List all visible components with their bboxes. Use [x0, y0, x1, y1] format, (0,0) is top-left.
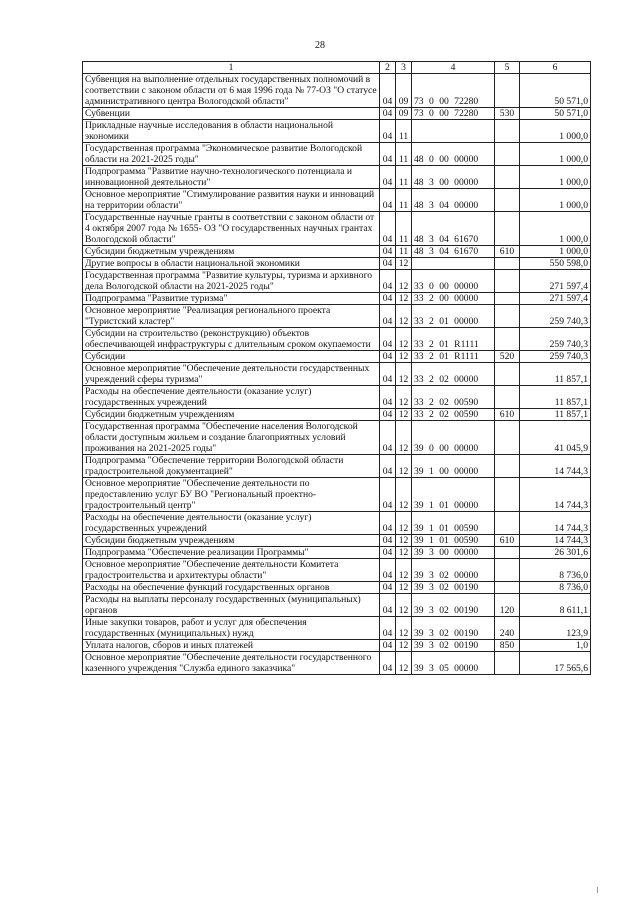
row-target-article: 33 2 01 00000	[412, 305, 495, 328]
row-name: Государственная программа "Развитие культуры, туризма и архивного дела Вологодской области на 2021-2025 годы"	[83, 270, 380, 293]
row-expense-type: 610	[495, 246, 520, 258]
row-target-article: 48 3 00 00000	[412, 166, 495, 189]
row-amount: 550 598,0	[520, 258, 591, 270]
row-expense-type	[495, 74, 520, 108]
row-section: 04	[380, 409, 396, 421]
row-name: Субсидии бюджетным учреждениям	[83, 535, 380, 547]
row-target-article: 33 0 00 00000	[412, 270, 495, 293]
row-section: 04	[380, 258, 396, 270]
row-name: Субсидии бюджетным учреждениям	[83, 409, 380, 421]
row-subsection: 12	[396, 535, 412, 547]
table-row	[83, 386, 591, 409]
row-amount: 11 857,1	[520, 409, 591, 421]
row-subsection: 11	[396, 143, 412, 166]
row-target-article: 48 0 00 00000	[412, 143, 495, 166]
row-subsection: 12	[396, 386, 412, 409]
row-expense-type	[495, 455, 520, 478]
row-amount: 50 571,0	[520, 74, 591, 108]
row-name: Прикладные научные исследования в области национальной экономики	[83, 120, 380, 143]
row-subsection: 12	[396, 328, 412, 351]
row-subsection: 12	[396, 455, 412, 478]
row-expense-type	[495, 512, 520, 535]
row-subsection: 09	[396, 108, 412, 120]
row-target-article	[412, 120, 495, 143]
row-subsection: 12	[396, 270, 412, 293]
row-amount: 14 744,3	[520, 455, 591, 478]
row-section: 04	[380, 189, 396, 212]
row-target-article: 73 0 00 72280	[412, 108, 495, 120]
table-row	[83, 120, 591, 143]
row-section: 04	[380, 212, 396, 246]
row-target-article: 73 0 00 72280	[412, 74, 495, 108]
row-name: Субвенция на выполнение отдельных государственных полномочий в соответствии с законом области от 6 мая 1996 года № 77-ОЗ "О статусе административного центра Вологодской области"	[83, 74, 380, 108]
row-name: Субвенции	[83, 108, 380, 120]
table-row	[83, 258, 591, 270]
row-name: Субсидии	[83, 351, 380, 363]
row-target-article: 39 3 02 00000	[412, 559, 495, 582]
row-name: Подпрограмма "Развитие туризма"	[83, 293, 380, 305]
table-row	[83, 640, 591, 652]
row-amount: 1,0	[520, 640, 591, 652]
row-amount: 14 744,3	[520, 535, 591, 547]
row-amount: 1 000,0	[520, 120, 591, 143]
table-row	[83, 455, 591, 478]
table-row	[83, 166, 591, 189]
header-col-name: 1	[83, 62, 380, 74]
row-expense-type	[495, 478, 520, 512]
row-subsection: 12	[396, 409, 412, 421]
row-subsection: 12	[396, 305, 412, 328]
row-amount: 14 744,3	[520, 512, 591, 535]
row-subsection: 11	[396, 246, 412, 258]
row-name: Основное мероприятие "Обеспечение деятельности Комитета градостроительства и архитектуры области"	[83, 559, 380, 582]
table-header-row	[83, 62, 591, 74]
row-name: Основное мероприятие "Реализация регионального проекта "Туристский кластер"	[83, 305, 380, 328]
row-amount: 8 736,0	[520, 582, 591, 594]
table-row	[83, 293, 591, 305]
row-expense-type: 120	[495, 594, 520, 617]
row-expense-type: 610	[495, 535, 520, 547]
row-target-article: 39 1 01 00590	[412, 512, 495, 535]
row-name: Субсидии на строительство (реконструкцию) объектов обеспечивающей инфраструктуры с длительным сроком окупаемости	[83, 328, 380, 351]
row-expense-type	[495, 386, 520, 409]
row-subsection: 09	[396, 74, 412, 108]
row-amount: 8 736,0	[520, 559, 591, 582]
row-target-article: 39 0 00 00000	[412, 421, 495, 455]
scan-mark	[597, 887, 598, 893]
header-col-target-article: 4	[412, 62, 495, 74]
row-amount: 50 571,0	[520, 108, 591, 120]
row-target-article: 39 3 02 00190	[412, 594, 495, 617]
row-expense-type	[495, 293, 520, 305]
table-row	[83, 547, 591, 559]
row-target-article: 39 1 01 00000	[412, 478, 495, 512]
table-row	[83, 409, 591, 421]
row-subsection: 12	[396, 594, 412, 617]
header-col-amount: 6	[520, 62, 591, 74]
table-row	[83, 363, 591, 386]
row-section: 04	[380, 617, 396, 640]
table-row	[83, 246, 591, 258]
row-section: 04	[380, 640, 396, 652]
page-number: 28	[315, 40, 325, 51]
row-section: 04	[380, 478, 396, 512]
row-subsection: 12	[396, 478, 412, 512]
table-row	[83, 108, 591, 120]
row-subsection: 11	[396, 212, 412, 246]
row-name: Субсидии бюджетным учреждениям	[83, 246, 380, 258]
table-row	[83, 617, 591, 640]
row-amount: 17 565,6	[520, 652, 591, 675]
row-target-article: 33 2 00 00000	[412, 293, 495, 305]
row-amount: 259 740,3	[520, 351, 591, 363]
table-row	[83, 143, 591, 166]
row-name: Расходы на обеспечение деятельности (оказание услуг) государственных учреждений	[83, 386, 380, 409]
row-name: Государственная программа "Экономическое развитие Вологодской области на 2021-2025 годы"	[83, 143, 380, 166]
row-amount: 1 000,0	[520, 143, 591, 166]
row-expense-type	[495, 363, 520, 386]
row-name: Государственные научные гранты в соответствии с законом области от 4 октября 2007 года № 1655- ОЗ "О государственных научных грантах Вологодской области"	[83, 212, 380, 246]
header-col-expense-type: 5	[495, 62, 520, 74]
row-name: Иные закупки товаров, работ и услуг для обеспечения государственных (муниципальных) нужд	[83, 617, 380, 640]
row-expense-type: 610	[495, 409, 520, 421]
row-amount: 271 597,4	[520, 270, 591, 293]
row-amount: 1 000,0	[520, 166, 591, 189]
table-row	[83, 189, 591, 212]
row-name: Подпрограмма "Обеспечение реализации Программы"	[83, 547, 380, 559]
row-section: 04	[380, 386, 396, 409]
table-row	[83, 478, 591, 512]
row-target-article: 33 2 02 00590	[412, 386, 495, 409]
header-col-section: 2	[380, 62, 396, 74]
row-subsection: 12	[396, 293, 412, 305]
row-section: 04	[380, 421, 396, 455]
row-target-article: 39 3 00 00000	[412, 547, 495, 559]
table-row	[83, 559, 591, 582]
row-expense-type: 530	[495, 108, 520, 120]
row-expense-type	[495, 270, 520, 293]
row-name: Подпрограмма "Обеспечение территории Вологодской области градостроительной документацией"	[83, 455, 380, 478]
table-row	[83, 582, 591, 594]
row-target-article: 33 2 01 R1111	[412, 351, 495, 363]
row-section: 04	[380, 246, 396, 258]
row-name: Расходы на обеспечение функций государственных органов	[83, 582, 380, 594]
header-col-subsection: 3	[396, 62, 412, 74]
row-target-article: 33 2 01 R1111	[412, 328, 495, 351]
row-amount: 259 740,3	[520, 328, 591, 351]
row-section: 04	[380, 270, 396, 293]
row-target-article: 48 3 04 61670	[412, 246, 495, 258]
row-subsection: 12	[396, 582, 412, 594]
row-subsection: 12	[396, 652, 412, 675]
row-name: Государственная программа "Обеспечение населения Вологодской области доступным жильем и создание благоприятных условий проживания на 2021-2025 годы"	[83, 421, 380, 455]
row-amount: 14 744,3	[520, 478, 591, 512]
row-section: 04	[380, 363, 396, 386]
row-target-article: 48 3 04 61670	[412, 212, 495, 246]
row-expense-type: 240	[495, 617, 520, 640]
row-section: 04	[380, 166, 396, 189]
row-subsection: 12	[396, 547, 412, 559]
row-section: 04	[380, 512, 396, 535]
row-target-article: 39 3 02 00190	[412, 582, 495, 594]
row-subsection: 12	[396, 258, 412, 270]
row-subsection: 11	[396, 189, 412, 212]
row-amount: 271 597,4	[520, 293, 591, 305]
row-expense-type: 850	[495, 640, 520, 652]
row-section: 04	[380, 143, 396, 166]
row-subsection: 12	[396, 640, 412, 652]
row-subsection: 11	[396, 120, 412, 143]
row-subsection: 12	[396, 421, 412, 455]
row-name: Расходы на выплаты персоналу государственных (муниципальных) органов	[83, 594, 380, 617]
row-amount: 11 857,1	[520, 363, 591, 386]
row-target-article: 39 1 00 00000	[412, 455, 495, 478]
row-target-article: 39 3 02 00190	[412, 617, 495, 640]
row-expense-type	[495, 305, 520, 328]
row-section: 04	[380, 455, 396, 478]
row-subsection: 12	[396, 363, 412, 386]
row-amount: 8 611,1	[520, 594, 591, 617]
row-expense-type	[495, 559, 520, 582]
row-section: 04	[380, 328, 396, 351]
row-name: Подпрограмма "Развитие научно-технологического потенциала и инновационной деятельности"	[83, 166, 380, 189]
row-subsection: 12	[396, 351, 412, 363]
table-row	[83, 421, 591, 455]
budget-table	[82, 61, 591, 675]
table-row	[83, 351, 591, 363]
table-row	[83, 74, 591, 108]
row-name: Основное мероприятие "Обеспечение деятельности по предоставлению услуг БУ ВО "Региональный проектно-градостроительный центр"	[83, 478, 380, 512]
row-section: 04	[380, 594, 396, 617]
row-expense-type: 520	[495, 351, 520, 363]
row-target-article: 39 3 02 00190	[412, 640, 495, 652]
row-subsection: 11	[396, 166, 412, 189]
row-target-article: 39 3 05 00000	[412, 652, 495, 675]
row-expense-type	[495, 652, 520, 675]
table-row	[83, 535, 591, 547]
row-amount: 1 000,0	[520, 189, 591, 212]
row-target-article: 48 3 04 00000	[412, 189, 495, 212]
row-section: 04	[380, 582, 396, 594]
row-amount: 26 301,6	[520, 547, 591, 559]
row-subsection: 12	[396, 559, 412, 582]
row-subsection: 12	[396, 617, 412, 640]
row-target-article	[412, 258, 495, 270]
row-section: 04	[380, 547, 396, 559]
row-amount: 259 740,3	[520, 305, 591, 328]
table-row	[83, 594, 591, 617]
row-section: 04	[380, 351, 396, 363]
row-target-article: 33 2 02 00000	[412, 363, 495, 386]
row-amount: 1 000,0	[520, 212, 591, 246]
table-row	[83, 212, 591, 246]
row-expense-type	[495, 120, 520, 143]
row-subsection: 12	[396, 512, 412, 535]
row-name: Расходы на обеспечение деятельности (оказание услуг) государственных учреждений	[83, 512, 380, 535]
row-name: Другие вопросы в области национальной экономики	[83, 258, 380, 270]
row-target-article: 33 2 02 00590	[412, 409, 495, 421]
table-body	[83, 74, 591, 675]
row-section: 04	[380, 120, 396, 143]
row-expense-type	[495, 328, 520, 351]
table-row	[83, 305, 591, 328]
table-row	[83, 652, 591, 675]
row-section: 04	[380, 293, 396, 305]
row-amount: 41 045,9	[520, 421, 591, 455]
row-expense-type	[495, 166, 520, 189]
row-section: 04	[380, 305, 396, 328]
row-name: Основное мероприятие "Обеспечение деятельности государственного казенного учреждения "Служба единого заказчика"	[83, 652, 380, 675]
row-amount: 11 857,1	[520, 386, 591, 409]
row-name: Уплата налогов, сборов и иных платежей	[83, 640, 380, 652]
row-section: 04	[380, 652, 396, 675]
row-section: 04	[380, 559, 396, 582]
table-row	[83, 270, 591, 293]
row-expense-type	[495, 547, 520, 559]
row-amount: 123,9	[520, 617, 591, 640]
row-name: Основное мероприятие "Обеспечение деятельности государственных учреждений сферы туризма"	[83, 363, 380, 386]
table-row	[83, 328, 591, 351]
table-row	[83, 512, 591, 535]
row-expense-type	[495, 212, 520, 246]
row-expense-type	[495, 143, 520, 166]
row-section: 04	[380, 108, 396, 120]
row-name: Основное мероприятие "Стимулирование развития науки и инноваций на территории области"	[83, 189, 380, 212]
row-section: 04	[380, 74, 396, 108]
row-expense-type	[495, 421, 520, 455]
row-expense-type	[495, 189, 520, 212]
row-expense-type	[495, 258, 520, 270]
row-target-article: 39 1 01 00590	[412, 535, 495, 547]
row-amount: 1 000,0	[520, 246, 591, 258]
row-expense-type	[495, 582, 520, 594]
row-section: 04	[380, 535, 396, 547]
